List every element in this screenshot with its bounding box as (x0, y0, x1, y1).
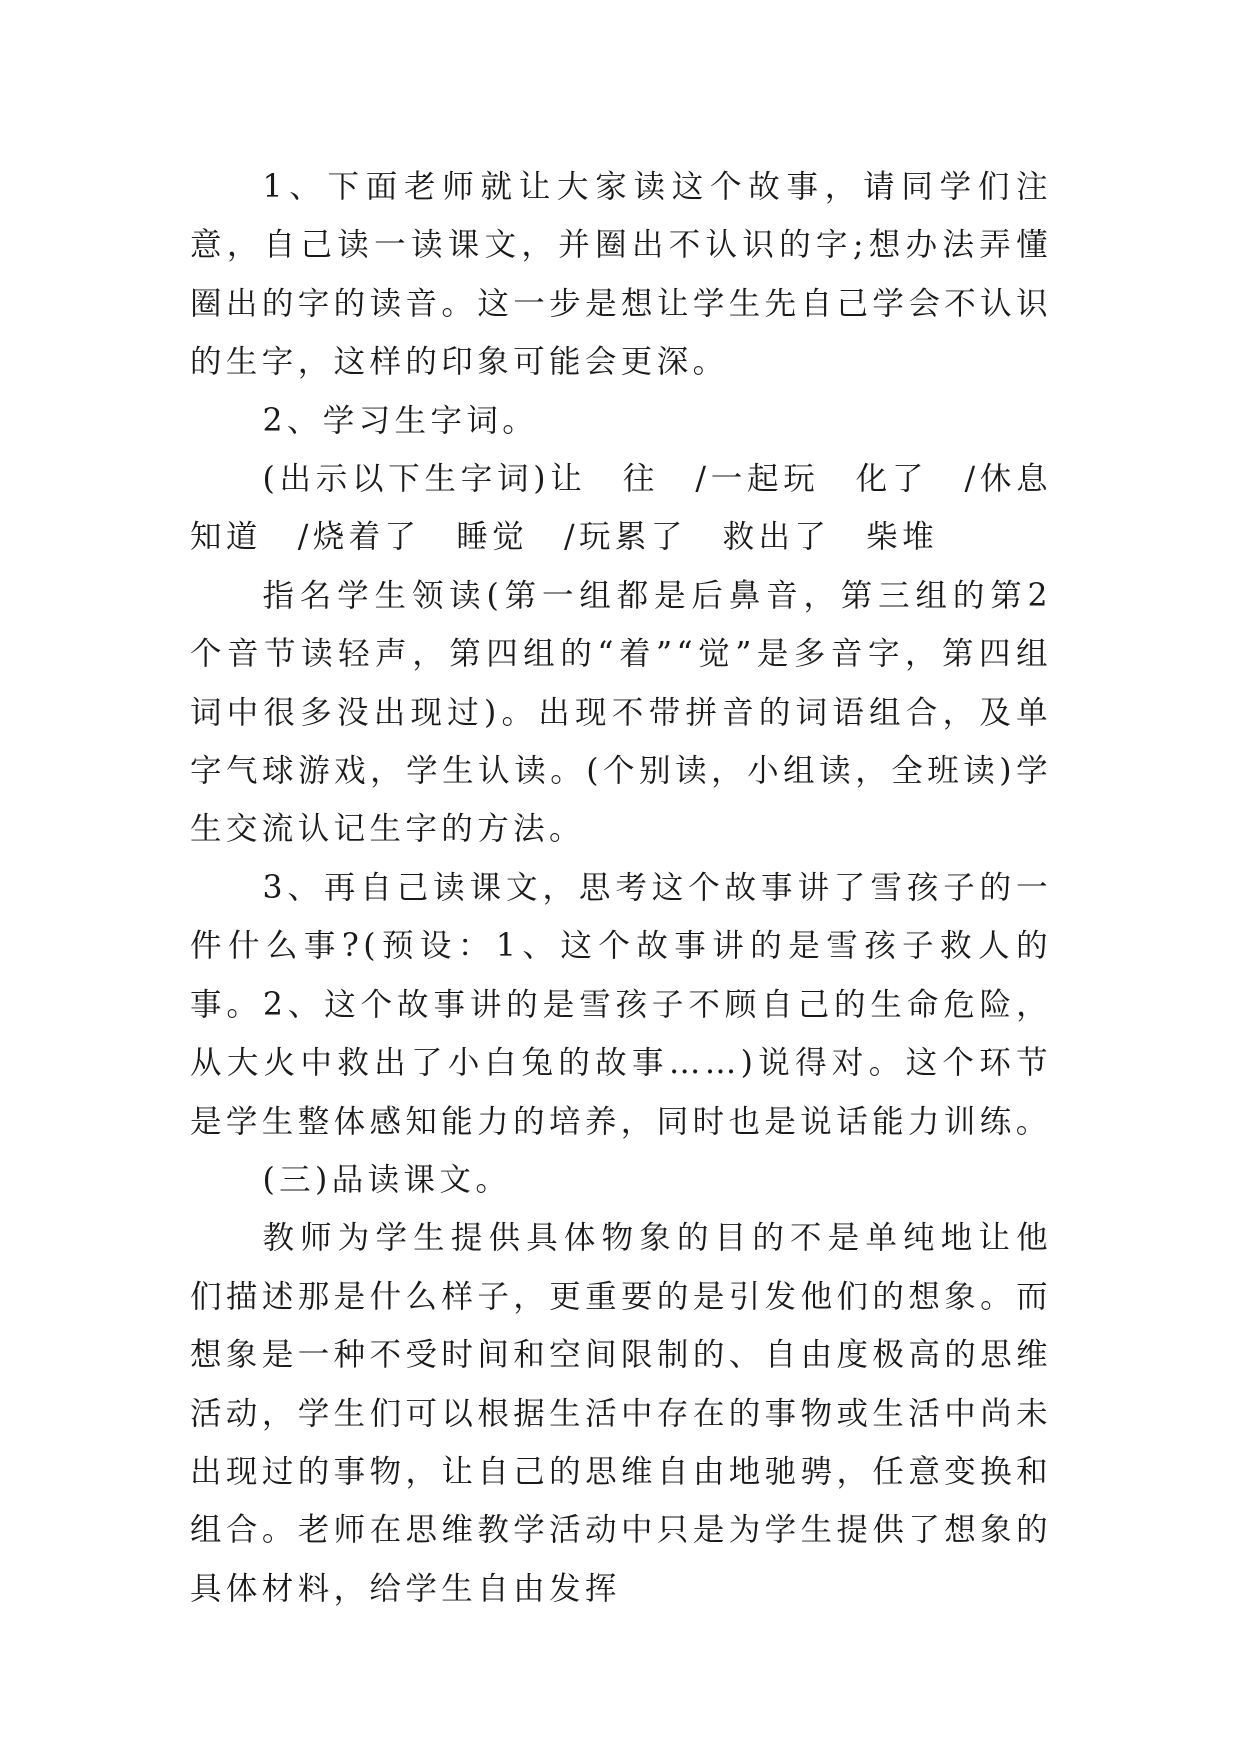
paragraph-step-3: 3、再自己读课文，思考这个故事讲了雪孩子的一件什么事?(预设：1、这个故事讲的是雪孩子救人的事。2、这个故事讲的是雪孩子不顾自己的生命危险，从大火中救出了小白兔的故事……)说得对。这个环节是学生整体感知能力的培养，同时也是说话能力训练。 (190, 869, 1052, 1140)
paragraph-step-2-heading: 2、学习生字词。 (262, 402, 539, 439)
section-heading-reading: (三)品读课文。 (262, 1161, 512, 1198)
paragraph-teacher-notes: 教师为学生提供具体物象的目的不是单纯地让他们描述那是什么样子，更重要的是引发他们的想象。而想象是一种不受时间和空间限制的、自由度极高的思维活动，学生们可以根据生活中存在的事物或生活中尚未出现过的事物，让自己的思维自由地驰骋，任意变换和组合。老师在思维教学活动中只是为学生提供了想象的具体材料，给学生自由发挥 (190, 1220, 1052, 1607)
paragraph-step-1: 1、下面老师就让大家读这个故事，请同学们注意，自己读一读课文，并圈出不认识的字;想办法弄懂圈出的字的读音。这一步是想让学生先自己学会不认识的生字，这样的印象可能会更深。 (190, 169, 1052, 381)
document-body (190, 158, 1088, 1618)
paragraph-reading-guide: 指名学生领读(第一组都是后鼻音，第三组的第2个音节读轻声，第四组的“着”“觉”是多音字，第四组词中很多没出现过)。出现不带拼音的词语组合，及单字气球游戏，学生认读。(个别读，小组读，全班读)学生交流认记生字的方法。 (190, 577, 1052, 848)
paragraph-vocabulary-list: (出示以下生字词)让 往 /一起玩 化了 /休息 知道 /烧着了 睡觉 /玩累了 救出了 柴堆 (190, 461, 1088, 556)
